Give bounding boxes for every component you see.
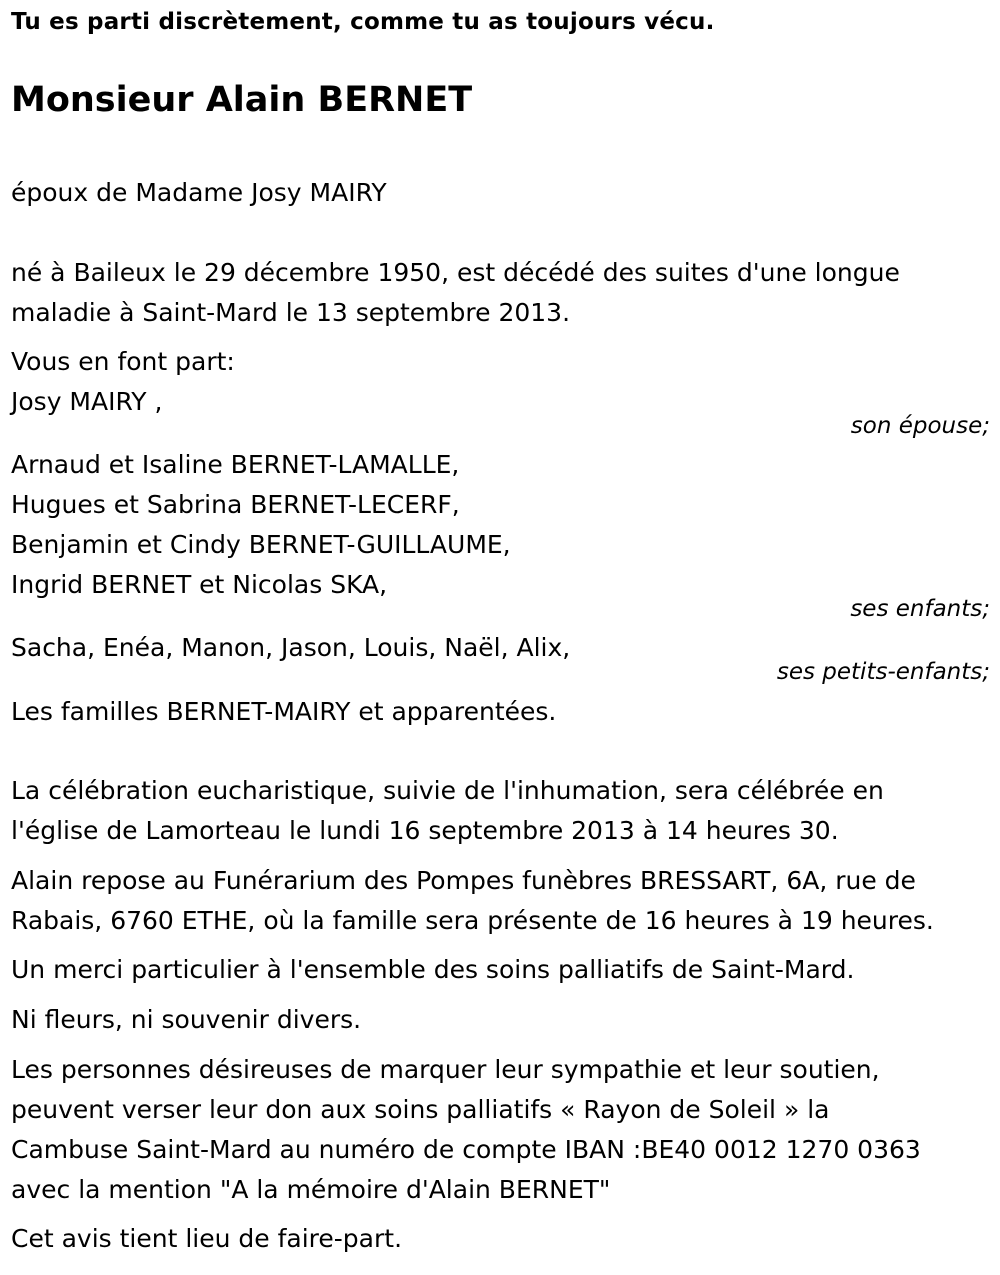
donation-paragraph bbox=[11, 1050, 990, 1210]
children-role: ses enfants; bbox=[850, 596, 990, 622]
rest-paragraph bbox=[11, 861, 990, 941]
child-entry: Arnaud et Isaline BERNET-LAMALLE, bbox=[11, 450, 460, 479]
child-entry: Hugues et Sabrina BERNET-LECERF, bbox=[11, 490, 460, 519]
birth-death-paragraph bbox=[11, 253, 990, 333]
spouse-line: époux de Madame Josy MAIRY bbox=[11, 178, 387, 207]
birth-death-line: maladie à Saint-Mard le 13 septembre 2013. bbox=[11, 298, 571, 327]
announcers-intro: Vous en font part: bbox=[11, 347, 235, 376]
epigraph: Tu es parti discrètement, comme tu as toujours vécu. bbox=[11, 9, 715, 35]
donation-line: peuvent verser leur don aux soins palliatifs « Rayon de Soleil » la bbox=[11, 1095, 830, 1124]
deceased-name: Monsieur Alain BERNET bbox=[11, 80, 473, 120]
rest-line: Rabais, 6760 ETHE, où la famille sera présente de 16 heures à 19 heures. bbox=[11, 906, 934, 935]
grandchildren: Sacha, Enéa, Manon, Jason, Louis, Naël, Alix, bbox=[11, 633, 571, 662]
grandchildren-role: ses petits-enfants; bbox=[776, 659, 990, 685]
spouse-role: son épouse; bbox=[850, 413, 990, 439]
families-line: Les familles BERNET-MAIRY et apparentées. bbox=[11, 697, 557, 726]
child-entry: Ingrid BERNET et Nicolas SKA, bbox=[11, 570, 388, 599]
no-flowers-line: Ni fleurs, ni souvenir divers. bbox=[11, 1005, 362, 1034]
ceremony-line: l'église de Lamorteau le lundi 16 septembre 2013 à 14 heures 30. bbox=[11, 816, 839, 845]
spouse-name: Josy MAIRY , bbox=[11, 387, 163, 416]
donation-line: Cambuse Saint-Mard au numéro de compte IBAN :BE40 0012 1270 0363 bbox=[11, 1135, 921, 1164]
donation-line: avec la mention "A la mémoire d'Alain BERNET" bbox=[11, 1175, 611, 1204]
thanks-line: Un merci particulier à l'ensemble des soins palliatifs de Saint-Mard. bbox=[11, 955, 855, 984]
birth-death-line: né à Baileux le 29 décembre 1950, est décédé des suites d'une longue bbox=[11, 258, 900, 287]
rest-line: Alain repose au Funérarium des Pompes funèbres BRESSART, 6A, rue de bbox=[11, 866, 916, 895]
child-entry: Benjamin et Cindy BERNET-GUILLAUME, bbox=[11, 530, 511, 559]
closing-line: Cet avis tient lieu de faire-part. bbox=[11, 1224, 403, 1253]
donation-line: Les personnes désireuses de marquer leur sympathie et leur soutien, bbox=[11, 1055, 880, 1084]
ceremony-line: La célébration eucharistique, suivie de l'inhumation, sera célébrée en bbox=[11, 776, 884, 805]
ceremony-paragraph bbox=[11, 771, 990, 851]
children-list bbox=[11, 445, 990, 605]
